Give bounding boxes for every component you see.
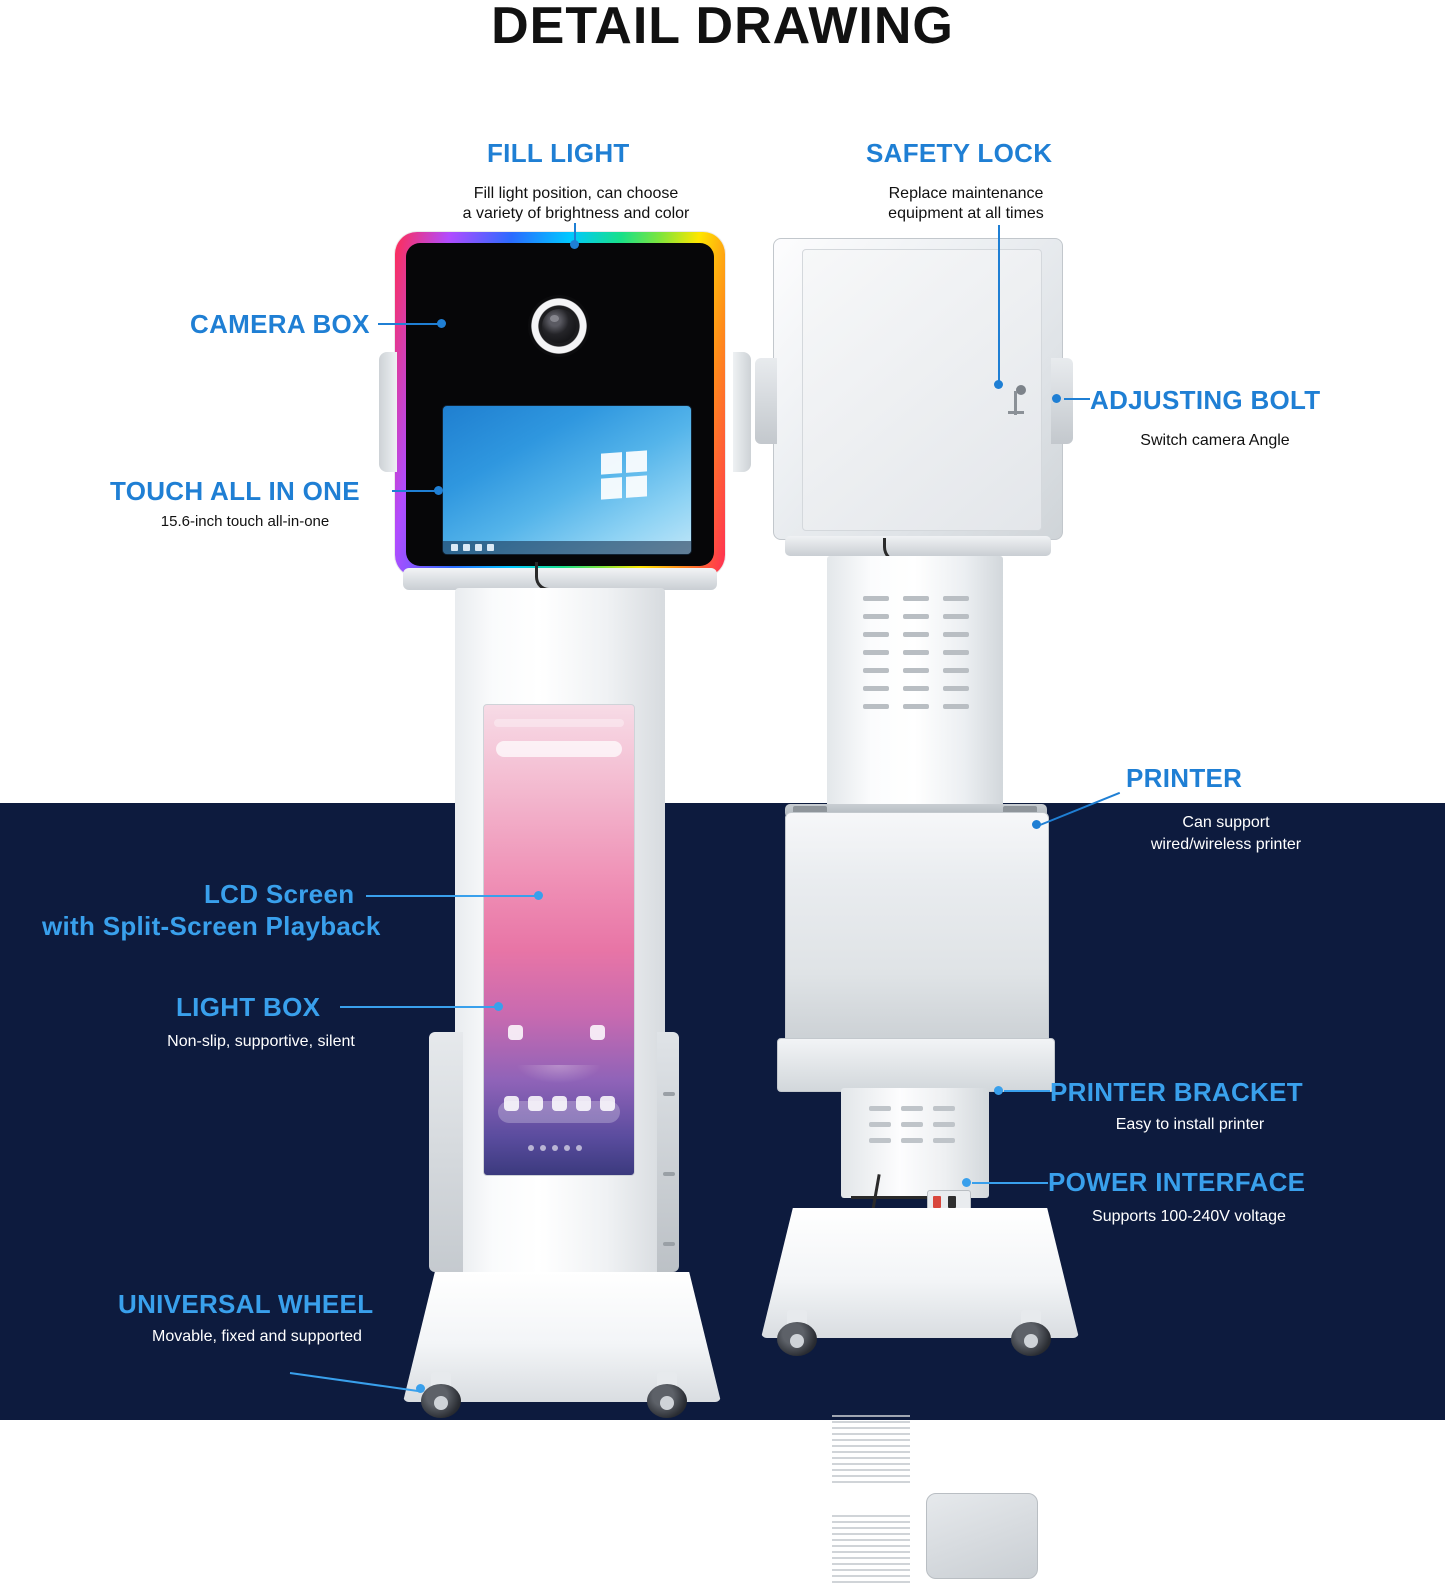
callout-adjusting-bolt-desc: Switch camera Angle — [1140, 432, 1290, 449]
light-box-left — [429, 1032, 463, 1272]
leader-dot-fill-light — [570, 240, 579, 249]
callout-lcd-title-line2: with Split-Screen Playback — [42, 911, 381, 941]
callout-safety-lock-desc-line1: Replace maintenance — [888, 185, 1044, 202]
universal-wheel — [421, 1372, 461, 1418]
leader-adjusting-bolt — [1064, 398, 1090, 400]
callout-printer-bracket-desc: Easy to install printer — [1115, 1116, 1265, 1133]
camera-lens-icon — [542, 309, 576, 343]
callout-printer-title: PRINTER — [1126, 763, 1243, 793]
leader-touch-aio — [392, 490, 440, 492]
head-bracket-right — [733, 352, 751, 472]
light-box-slot — [663, 1092, 675, 1096]
universal-wheel — [777, 1310, 817, 1356]
head-cable — [535, 562, 584, 591]
callout-lcd-title-line1: LCD Screen — [204, 879, 355, 909]
lcd-split-screen — [483, 704, 635, 1176]
lcd-app-icon — [508, 1025, 523, 1040]
callout-power-desc: Supports 100-240V voltage — [1092, 1208, 1286, 1225]
light-box-right — [657, 1032, 679, 1272]
printer-bracket — [777, 1038, 1055, 1092]
front-view-machine — [395, 232, 735, 1412]
leader-power — [972, 1182, 1048, 1184]
printer-vent — [832, 1413, 910, 1483]
callout-touch-aio-title: TOUCH ALL IN ONE — [110, 476, 360, 506]
callout-light-box-desc: Non-slip, supportive, silent — [167, 1033, 355, 1050]
callout-safety-lock-desc-line2: equipment at all times — [888, 205, 1044, 222]
back-column — [827, 556, 1003, 816]
callout-printer-desc-line2: wired/wireless printer — [1150, 836, 1302, 853]
camera-glint — [550, 315, 559, 322]
callout-safety-lock-title: SAFETY LOCK — [866, 138, 1053, 168]
adjusting-bolt-left — [755, 358, 777, 444]
leader-dot-light-box — [494, 1002, 503, 1011]
lcd-search-bar — [496, 741, 622, 757]
printer-unit — [785, 812, 1049, 1044]
windows-logo-icon — [601, 450, 647, 499]
power-cable — [851, 1196, 931, 1199]
page-title — [0, 0, 1445, 56]
lcd-page-dot — [564, 1145, 570, 1151]
lcd-status-bar — [494, 719, 624, 727]
leader-dot-lcd — [534, 891, 543, 900]
lcd-page-dot — [552, 1145, 558, 1151]
leader-dot-safety-lock — [994, 380, 1003, 389]
lcd-dock-icon — [504, 1096, 519, 1111]
back-panel-inner — [802, 249, 1042, 531]
back-maintenance-panel — [773, 238, 1063, 540]
leader-dot-camera-box — [437, 319, 446, 328]
leader-camera-box — [378, 323, 444, 325]
lcd-page-dot — [576, 1145, 582, 1151]
callout-fill-light-desc-line1: Fill light position, can choose — [473, 185, 679, 202]
leader-dot-power — [962, 1178, 971, 1187]
leader-dot-adjusting-bolt — [1052, 394, 1061, 403]
callout-fill-light-desc-line2: a variety of brightness and color — [462, 205, 690, 222]
leader-lcd — [366, 895, 538, 897]
lcd-app-icon — [590, 1025, 605, 1040]
camera-box-panel — [406, 243, 714, 566]
safety-lock-keyhole-bar — [1008, 411, 1024, 414]
callout-fill-light-title: FILL LIGHT — [487, 138, 630, 168]
lcd-dock-icon — [600, 1096, 615, 1111]
callout-wheel-desc: Movable, fixed and supported — [152, 1328, 362, 1345]
leader-printer-bracket — [1004, 1090, 1050, 1092]
lcd-page-dot — [528, 1145, 534, 1151]
light-box-slot — [663, 1242, 675, 1246]
callout-printer-bracket-title: PRINTER BRACKET — [1050, 1077, 1303, 1107]
touch-all-in-one-screen — [442, 405, 692, 555]
printer-door — [926, 1493, 1038, 1579]
callout-printer-desc-line1: Can support — [1182, 814, 1270, 831]
universal-wheel — [647, 1372, 687, 1418]
leader-light-box — [340, 1006, 498, 1008]
lcd-dock-icon — [552, 1096, 567, 1111]
leader-dot-wheel — [416, 1384, 425, 1393]
lcd-page-dot — [540, 1145, 546, 1151]
light-box-slot — [663, 1172, 675, 1176]
universal-wheel — [1011, 1310, 1051, 1356]
lcd-dock-icon — [528, 1096, 543, 1111]
printer-vent — [832, 1513, 910, 1583]
safety-lock-icon — [1016, 385, 1026, 395]
page-title-text: DETAIL DRAWING — [491, 0, 954, 55]
callout-adjusting-bolt-title: ADJUSTING BOLT — [1090, 385, 1321, 415]
leader-dot-printer-bracket — [994, 1086, 1003, 1095]
callout-power-title: POWER INTERFACE — [1048, 1167, 1306, 1197]
lcd-dock-icon — [576, 1096, 591, 1111]
leader-safety-lock — [998, 225, 1000, 385]
callout-wheel-title: UNIVERSAL WHEEL — [118, 1289, 374, 1319]
leader-dot-touch-aio — [434, 486, 443, 495]
leader-dot-printer — [1032, 820, 1041, 829]
callout-camera-box-title: CAMERA BOX — [190, 309, 370, 339]
taskbar — [443, 541, 691, 554]
callout-touch-aio-desc: 15.6-inch touch all-in-one — [160, 513, 330, 530]
head-bracket-left — [379, 352, 397, 472]
callout-light-box-title: LIGHT BOX — [176, 992, 321, 1022]
